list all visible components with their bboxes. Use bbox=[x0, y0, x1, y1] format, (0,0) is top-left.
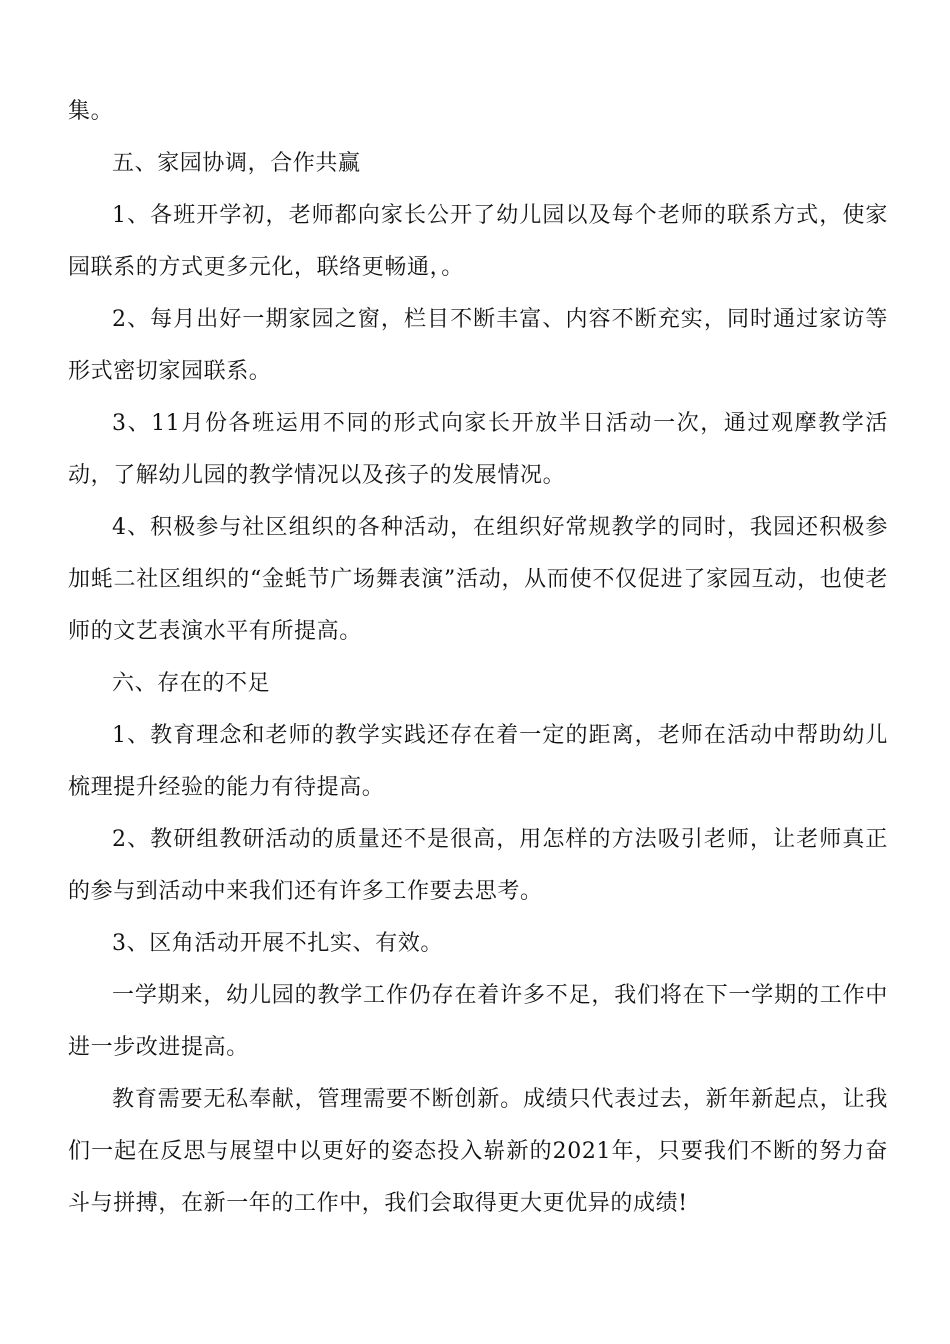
list-item: 4、积极参与社区组织的各种活动，在组织好常规教学的同时，我园还积极参加蚝二社区组织的“金蚝节广场舞表演”活动，从而使不仅促进了家园互动，也使老师的文艺表演水平有所提高。 bbox=[68, 515, 888, 644]
list-item: 3、11月份各班运用不同的形式向家长开放半日活动一次，通过观摩教学活动，了解幼儿园的教学情况以及孩子的发展情况。 bbox=[68, 411, 888, 488]
list-item: 2、每月出好一期家园之窗，栏目不断丰富、内容不断充实，同时通过家访等形式密切家园联系。 bbox=[68, 307, 888, 384]
document-body bbox=[68, 86, 888, 1230]
section-heading-home-school: 五、家园协调，合作共赢 bbox=[112, 151, 361, 176]
closing-paragraph: 教育需要无私奉献，管理需要不断创新。成绩只代表过去，新年新起点，让我们一起在反思与展望中以更好的姿态投入崭新的2021年，只要我们不断的努力奋斗与拼搏，在新一年的工作中，我们会取得更大更优异的成绩! bbox=[68, 1087, 888, 1216]
list-item: 1、教育理念和老师的教学实践还存在着一定的距离，老师在活动中帮助幼儿梳理提升经验的能力有待提高。 bbox=[68, 723, 888, 800]
list-item: 2、教研组教研活动的质量还不是很高，用怎样的方法吸引老师，让老师真正的参与到活动中来我们还有许多工作要去思考。 bbox=[68, 827, 888, 904]
section-heading-shortcomings: 六、存在的不足 bbox=[112, 671, 271, 696]
list-item: 1、各班开学初，老师都向家长公开了幼儿园以及每个老师的联系方式，使家园联系的方式更多元化，联络更畅通，。 bbox=[68, 203, 888, 280]
continuation-text: 集。 bbox=[68, 99, 114, 124]
closing-paragraph: 一学期来，幼儿园的教学工作仍存在着许多不足，我们将在下一学期的工作中进一步改进提高。 bbox=[68, 983, 888, 1060]
list-item: 3、区角活动开展不扎实、有效。 bbox=[112, 931, 443, 956]
